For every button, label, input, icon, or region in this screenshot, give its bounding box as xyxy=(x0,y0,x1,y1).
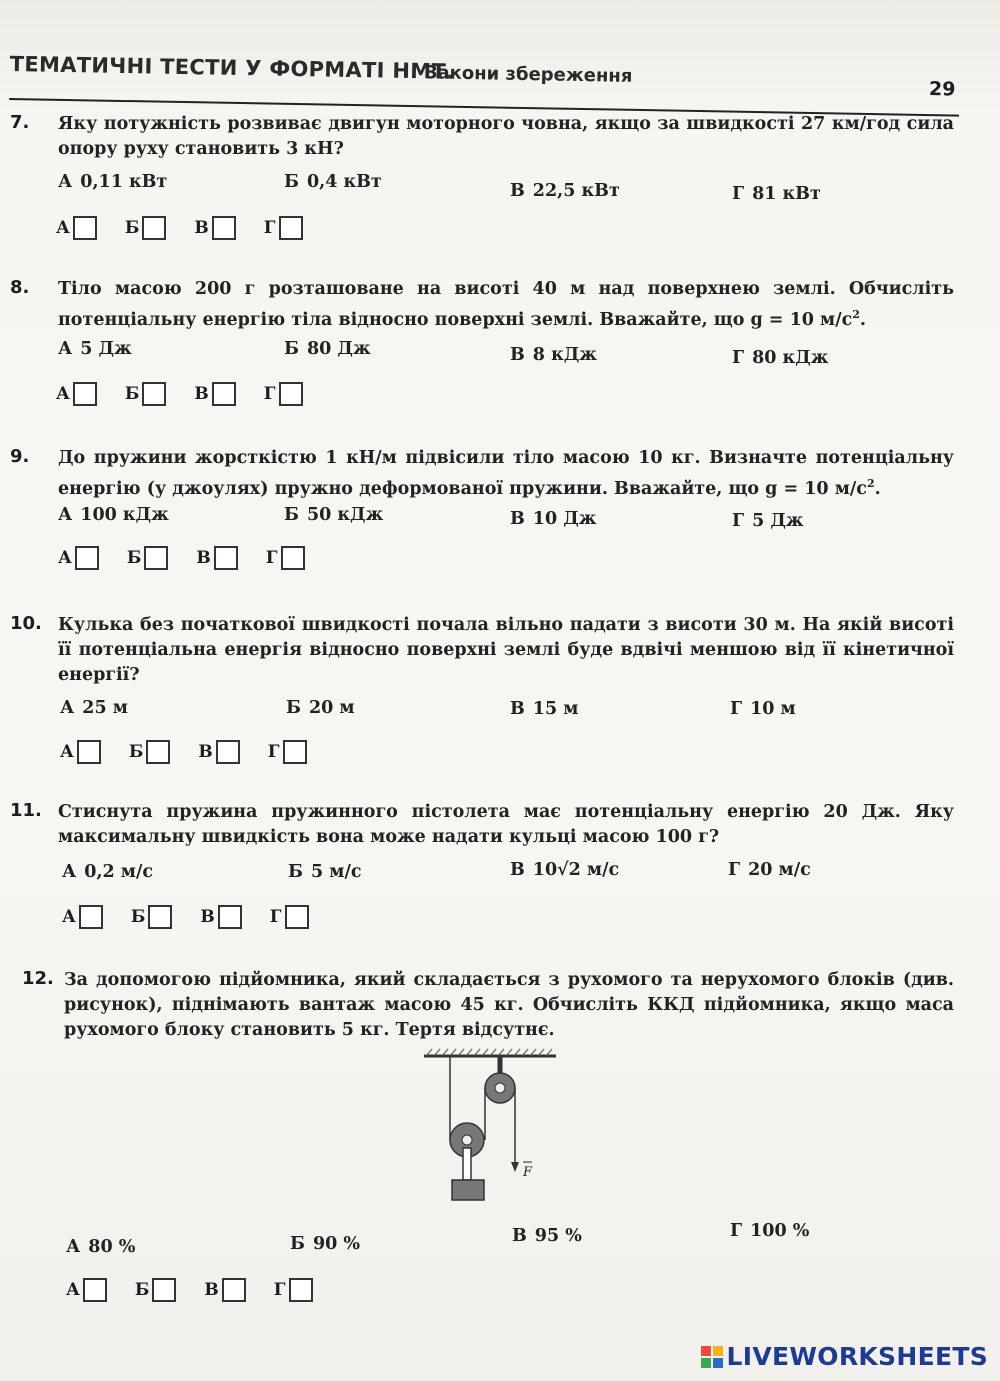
option-b: Б 5 м/с xyxy=(288,862,362,882)
page-number: 29 xyxy=(928,78,956,101)
question-text: За допомогою підйомника, який складається з рухомого та нерухомого блоків (див. рисунок), піднімають вантаж масою 45 кг. Обчисліть ККД підйомника, якщо маса рухомого блоку становить 5 кг. Тертя відсутнє. xyxy=(64,970,954,1040)
answer-checkbox-a[interactable] xyxy=(73,216,97,240)
question-number: 7. xyxy=(10,112,30,133)
answer-checkbox-v[interactable] xyxy=(222,1278,246,1302)
option-v: В 10√2 м/с xyxy=(510,860,620,880)
answer-checkbox-a[interactable] xyxy=(77,740,101,764)
answer-checkbox-a[interactable] xyxy=(75,546,99,570)
answer-checkbox-v[interactable] xyxy=(216,740,240,764)
liveworksheets-watermark xyxy=(701,1342,988,1371)
option-g: Г 20 м/с xyxy=(728,860,811,880)
load-block xyxy=(452,1180,484,1200)
question-text: Кулька без початкової швидкості почала вільно падати з висоти 30 м. На якій висоті її потенціальна енергія відносно поверхні землі буде вдвічі меншою від її кінетичної енергії? xyxy=(58,615,954,685)
option-g: Г 5 Дж xyxy=(732,511,804,531)
answer-checkbox-g[interactable] xyxy=(281,546,305,570)
movable-pulley-hub xyxy=(462,1135,472,1145)
answer-checkbox-a[interactable] xyxy=(83,1278,107,1302)
option-a: А 100 кДж xyxy=(58,505,169,525)
option-b: Б 50 кДж xyxy=(284,505,384,525)
answer-checkbox-a[interactable] xyxy=(79,905,103,929)
answer-checkbox-b[interactable] xyxy=(142,382,166,406)
answer-boxes-q11: А Б В Г xyxy=(62,905,337,929)
answer-checkbox-b[interactable] xyxy=(148,905,172,929)
answer-checkbox-b[interactable] xyxy=(146,740,170,764)
header-title: ТЕМАТИЧНІ ТЕСТИ У ФОРМАТІ НМТ. xyxy=(9,52,455,84)
question-number: 9. xyxy=(10,446,30,467)
answer-checkbox-g[interactable] xyxy=(279,216,303,240)
question-text: Стиснута пружина пружинного пістолета має потенціальну енергію 20 Дж. Яку максимальну швидкість вона може надати кульці масою 100 г? xyxy=(58,802,954,847)
question-number: 8. xyxy=(10,277,30,298)
option-g: Г 80 кДж xyxy=(732,348,829,368)
option-a: А 25 м xyxy=(60,698,128,718)
answer-checkbox-v[interactable] xyxy=(212,382,236,406)
option-a: А 5 Дж xyxy=(58,339,132,359)
answer-boxes-q9: А Б В Г xyxy=(58,546,333,570)
answer-checkbox-a[interactable] xyxy=(73,382,97,406)
option-b: Б 80 Дж xyxy=(284,339,371,359)
option-b: Б 90 % xyxy=(290,1234,361,1254)
option-v: В 10 Дж xyxy=(510,509,597,529)
pulley-system-figure xyxy=(420,1048,560,1208)
question-text: Яку потужність розвиває двигун моторного човна, якщо за швидкості 27 км/год сила опору руху становить 3 кН? xyxy=(58,114,954,159)
option-a: А 0,11 кВт xyxy=(58,172,168,192)
option-v: В 22,5 кВт xyxy=(510,181,620,201)
question-number: 10. xyxy=(10,613,42,634)
answer-checkbox-g[interactable] xyxy=(289,1278,313,1302)
option-g: Г 81 кВт xyxy=(732,184,821,204)
answer-checkbox-g[interactable] xyxy=(279,382,303,406)
answer-checkbox-v[interactable] xyxy=(212,216,236,240)
option-g: Г 10 м xyxy=(730,699,796,719)
option-b: Б 0,4 кВт xyxy=(284,172,382,192)
answer-checkbox-g[interactable] xyxy=(283,740,307,764)
liveworksheets-logo-icon xyxy=(701,1346,723,1368)
answer-checkbox-b[interactable] xyxy=(144,546,168,570)
option-v: В 15 м xyxy=(510,699,579,719)
answer-checkbox-b[interactable] xyxy=(142,216,166,240)
option-v: В 95 % xyxy=(512,1226,582,1246)
option-v: В 8 кДж xyxy=(510,345,597,365)
force-arrow-icon xyxy=(511,1162,519,1172)
pulley-hook xyxy=(463,1148,471,1180)
answer-checkbox-b[interactable] xyxy=(152,1278,176,1302)
answer-boxes-q7: А Б В Г xyxy=(56,216,331,240)
fixed-pulley-hub xyxy=(495,1083,505,1093)
answer-boxes-q8: А Б В Г xyxy=(56,382,331,406)
question-text: До пружини жорсткістю 1 кН/м підвісили тіло масою 10 кг. Визначте потенціальну енергію (у джоулях) пружно деформованої пружини. Вважайте, що g = 10 $м/с^2$. xyxy=(58,448,954,499)
question-number: 11. xyxy=(10,800,42,821)
question-text: Тіло масою 200 г розташоване на висоті 40 м над поверхнею землі. Обчисліть потенціальну енергію тіла відносно поверхні землі. Вважайте, що g = 10 $м/с^2$. xyxy=(58,279,954,330)
answer-checkbox-v[interactable] xyxy=(214,546,238,570)
answer-boxes-q12: А Б В Г xyxy=(66,1278,341,1302)
answer-boxes-q10: А Б В Г xyxy=(60,740,335,764)
watermark-text: LIVEWORKSHEETS xyxy=(726,1342,988,1371)
header-subtitle: Закони збереження xyxy=(424,62,633,87)
option-g: Г 100 % xyxy=(730,1221,810,1241)
question-number: 12. xyxy=(22,968,54,989)
answer-checkbox-g[interactable] xyxy=(285,905,309,929)
answer-checkbox-v[interactable] xyxy=(218,905,242,929)
option-a: А 80 % xyxy=(66,1237,136,1257)
option-a: А 0,2 м/с xyxy=(62,862,154,882)
page-header xyxy=(9,52,960,117)
option-b: Б 20 м xyxy=(286,698,355,718)
force-label: F xyxy=(523,1165,533,1180)
